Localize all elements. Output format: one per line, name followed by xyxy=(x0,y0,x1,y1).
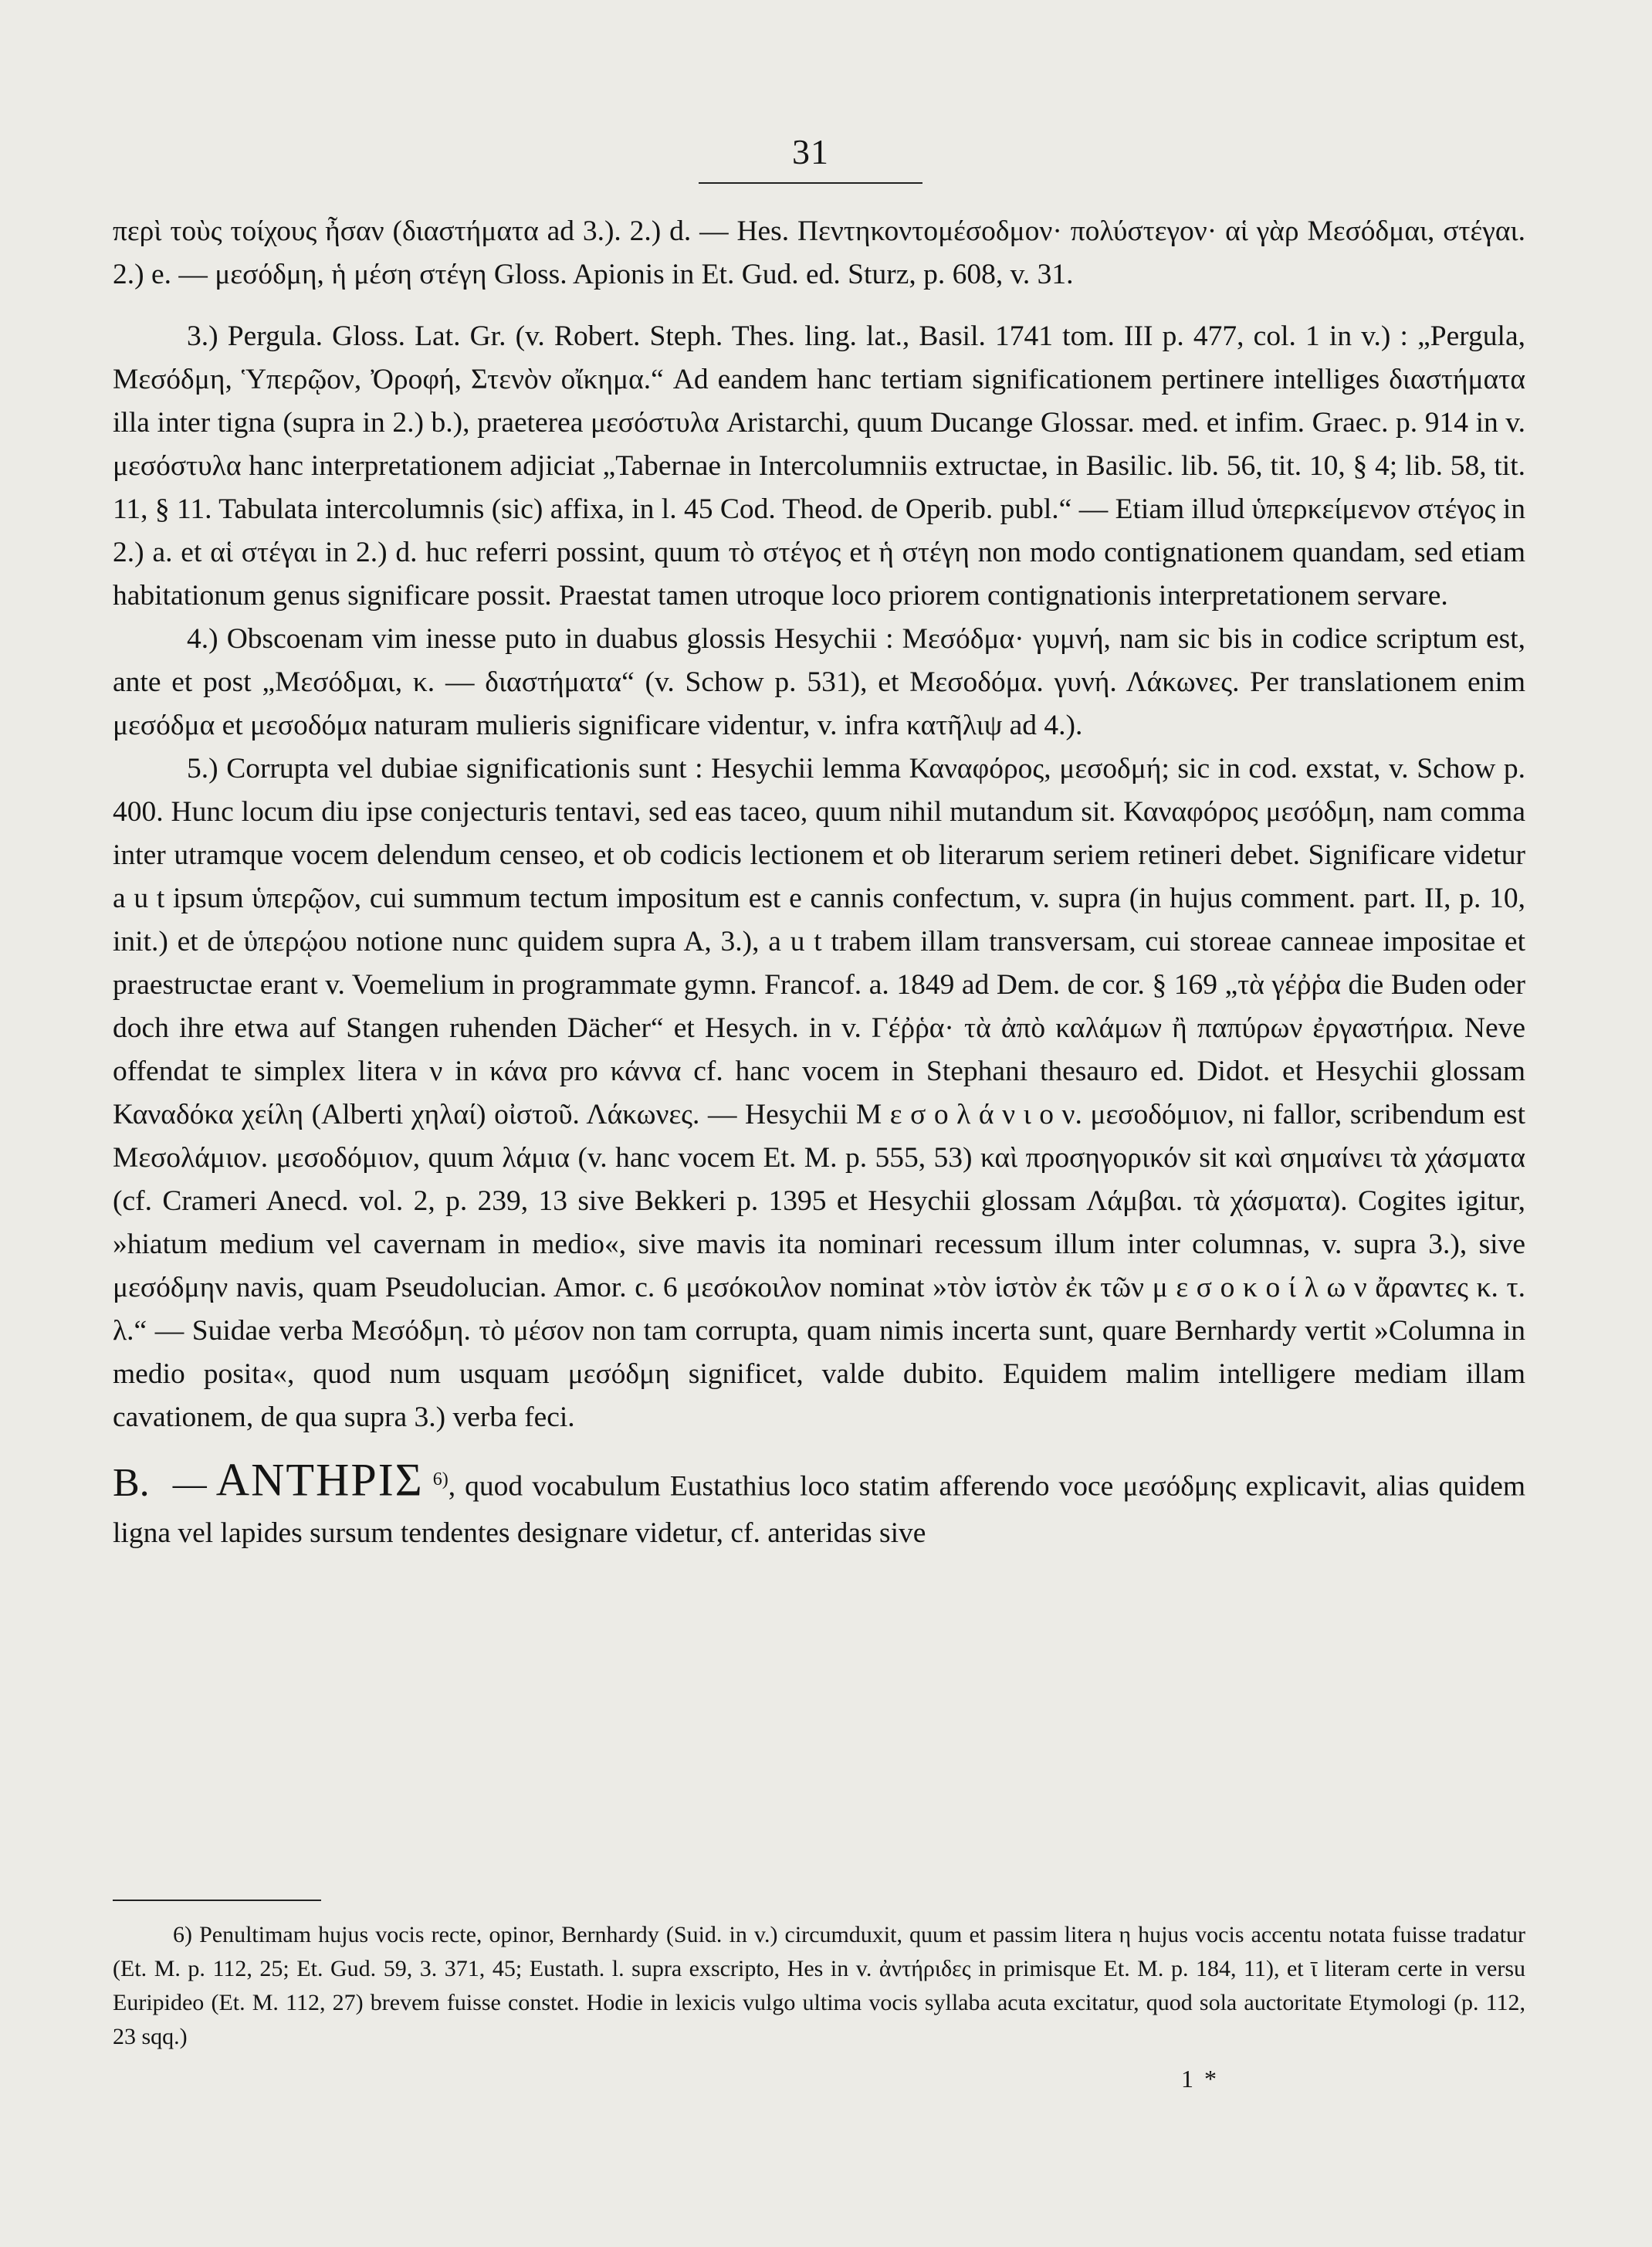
section-letter: B. xyxy=(113,1460,150,1505)
footnote-6: 6) Penultimam hujus vocis recte, opinor, Bernhardy (Suid. in v.) circumduxit, quum et passim litera η hujus vocis accentu notata fuisse tradatur (Et. M. p. 112, 25; Et. Gud. 59, 3. 371, 45; Eustath. l. supra exscripto, Hes in v. ἀντήριδες in primisque Et. M. p. 184, 11), et ῑ literam certe in versu Euripideo (Et. M. 112, 27) brevem fuisse constet. Hodie in lexicis vulgo ultima vocis syllaba acuta excitatur, quod sola auctoritate Etymologi (p. 112, 23 sqq.) xyxy=(113,1922,1525,2049)
paragraph-3: 4.) Obscoenam vim inesse puto in duabus glossis Hesychii : Μεσόδμα· γυμνή, nam sic bis in codice scriptum est, ante et post „Μεσόδμαι, κ. — διαστήματα“ (v. Schow p. 531), et Μεσοδόμα. γυνή. Λάκωνες. Per translationem enim μεσόδμα et μεσοδόμα naturam mulieris significare videntur, v. infra κατῆλιψ ad 4.). xyxy=(113,623,1525,741)
footnote-rule xyxy=(113,1900,321,1901)
paragraph-4: 5.) Corrupta vel dubiae significationis sunt : Hesychii lemma Καναφόρος, μεσοδμή; sic in cod. exstat, v. Schow p. 400. Hunc locum diu ipse conjecturis tentavi, sed eas taceo, quum nihil mutandum sit. Καναφόρος μεσόδμη, nam comma inter utramque vocem delendum censeo, et ob codicis lectionem et ob literarum seriem retineri debet. Significare videtur a u t ipsum ὑπερῷον, cui summum tectum impositum est e cannis confectum, v. supra (in hujus comment. part. II, p. 10, init.) et de ὑπερῴου notione nunc quidem supra A, 3.), a u t trabem illam transversam, cui storeae canneae impositae et praestructae erant v. Voemelium in programmate gymn. Francof. a. 1849 ad Dem. de cor. § 169 „τὰ γέῤῥα die Buden oder doch ihre etwa auf Stangen ruhenden Dächer“ et Hesych. in v. Γέῤῥα· τὰ ἀπὸ καλάμων ἢ παπύρων ἐργαστήρια. Neve offendat te simplex litera ν in κάνα pro κάννα cf. hanc vocem in Stephani thesauro ed. Didot. et Hesychii glossam Καναδόκα χείλη (Alberti χηλαί) οἰστοῦ. Λάκωνες. — Hesychii Μ ε σ ο λ ά ν ι ο ν. μεσοδόμιον, ni fallor, scribendum est Μεσολάμιον. μεσοδόμιον, quum λάμια (v. hanc vocem Et. M. p. 555, 53) καὶ προσηγορικόν sit καὶ σημαίνει τὰ χάσματα (cf. Crameri Anecd. vol. 2, p. 239, 13 sive Bekkeri p. 1395 et Hesychii glossam Λάμβαι. τὰ χάσματα). Cogites igitur, »hiatum medium vel cavernam in medio«, sive mavis ita nominari recessum illum inter columnas, v. supra 3.), sive μεσόδμην navis, quam Pseudolucian. Amor. c. 6 μεσόκοιλον nominat »τὸν ἱστὸν ἐκ τῶν μ ε σ ο κ ο ί λ ω ν ἄραντες κ. τ. λ.“ — Suidae verba Μεσόδμη. τὸ μέσον non tam corrupta, quam nimis incerta sunt, quare Bernhardy vertit »Columna in medio posita«, quod num usquam μεσόδμη significet, valde dubito. Equidem malim intelligere mediam illam cavationem, de qua supra 3.) verba feci. xyxy=(113,753,1525,1433)
page-number: 31 xyxy=(792,132,829,171)
signature-mark: 1 * xyxy=(1181,2065,1219,2093)
main-text xyxy=(113,210,1525,1557)
header-rule xyxy=(699,182,922,184)
paragraph-1: περὶ τοὺς τοίχους ἦσαν (διαστήματα ad 3.). 2.) d. — Hes. Πεντηκοντομέσοδμον· πολύστεγον· αἱ γὰρ Μεσόδμαι, στέγαι. 2.) e. — μεσόδμη, ἡ μέση στέγη Gloss. Apionis in Et. Gud. ed. Sturz, p. 608, v. 31. xyxy=(113,215,1525,290)
footnote-ref: 6) xyxy=(432,1469,449,1490)
section-text: , quod vocabulum Eustathius loco statim afferendo voce μεσόδμης explicavit, alias quidem ligna vel lapides sursum tendentes designare videtur, cf. anteridas sive xyxy=(113,1470,1526,1549)
section-dash: — xyxy=(172,1465,207,1503)
section-headword: ΑΝΤΗΡΙΣ xyxy=(215,1454,424,1506)
paragraph-2: 3.) Pergula. Gloss. Lat. Gr. (v. Robert. Steph. Thes. ling. lat., Basil. 1741 tom. III p. 477, col. 1 in v.) : „Pergula, Μεσόδμη, Ὑπερῷον, Ὀροφή, Στενὸν οἴκημα.“ Ad eandem hanc tertiam significationem pertinere intelliges διαστήματα illa inter tigna (supra in 2.) b.), praeterea μεσόστυλα Aristarchi, quum Ducange Glossar. med. et infim. Graec. p. 914 in v. μεσόστυλα hanc interpretationem adjiciat „Tabernae in Intercolumniis extructae, in Basilic. lib. 56, tit. 10, § 4; lib. 58, tit. 11, § 11. Tabulata intercolumnis (sic) affixa, in l. 45 Cod. Theod. de Operib. publ.“ — Etiam illud ὑπερκείμενον στέγος in 2.) a. et αἱ στέγαι in 2.) d. huc referri possint, quum τὸ στέγος et ἡ στέγη non modo contignationem quandam, sed etiam habitationum genus significare possit. Praestat tamen utroque loco priorem contignationis interpretationem servare. xyxy=(113,320,1525,612)
footnotes xyxy=(113,1918,1525,2054)
section-b xyxy=(113,1456,1525,1557)
